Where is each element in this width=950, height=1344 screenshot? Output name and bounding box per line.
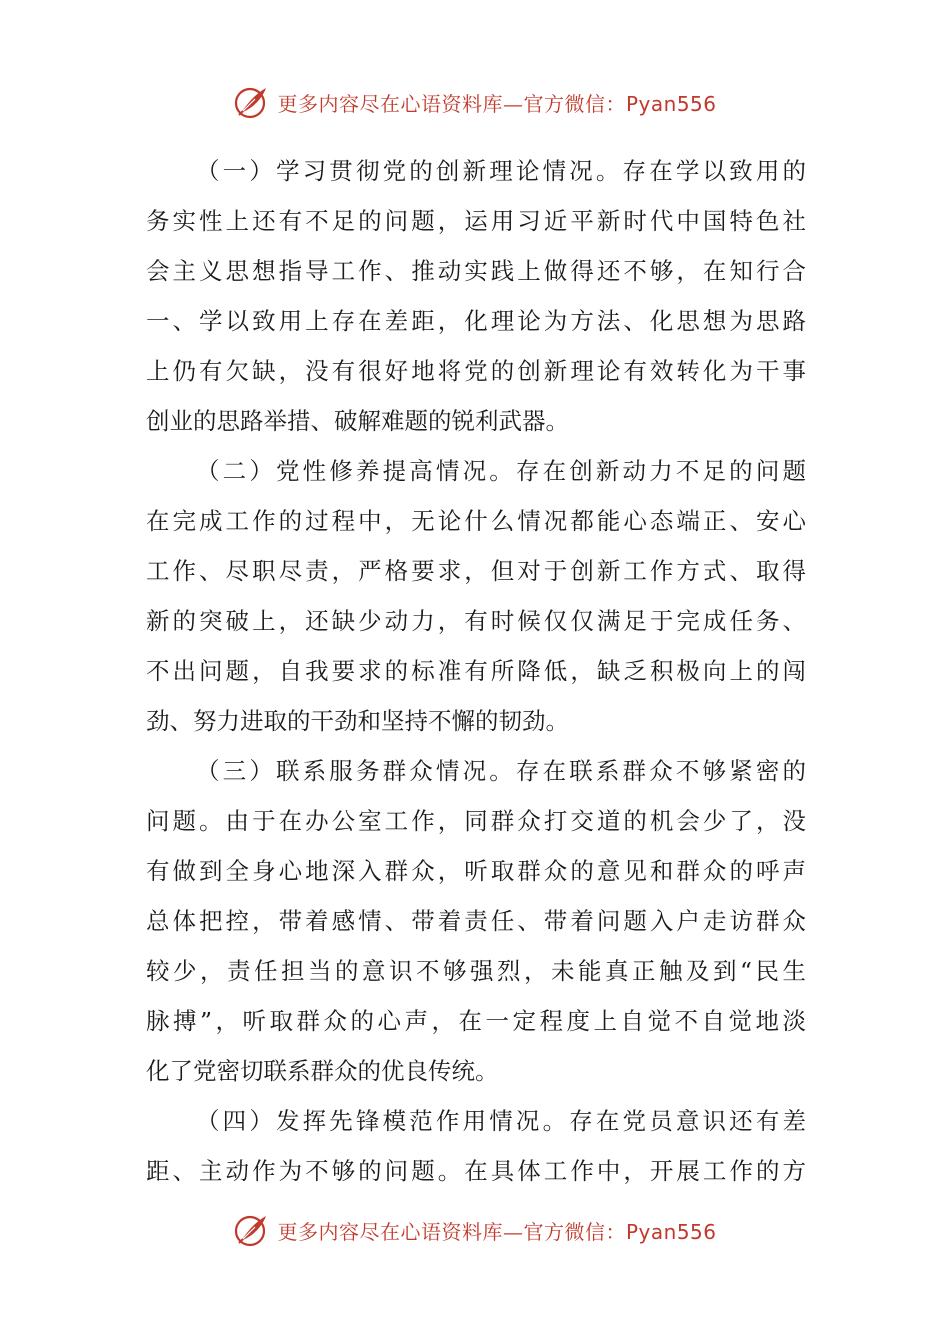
footer-banner (0, 1208, 950, 1252)
text-line: （四）发挥先锋模范作用情况。存在党员意识还有差 (196, 1107, 806, 1135)
wechat-id: Pyan556 (625, 91, 717, 116)
document-body (146, 146, 806, 1196)
text-line: 脉搏”，听取群众的心声，在一定程度上自觉不自觉地淡 (146, 1007, 806, 1035)
wechat-id: Pyan556 (625, 1219, 717, 1244)
text-line: 总体把控，带着感情、带着责任、带着问题入户走访群众 (146, 907, 806, 935)
text-line: 新的突破上，还缺少动力，有时候仅仅满足于完成任务、 (146, 607, 806, 635)
banner-text (277, 88, 716, 117)
text-line: （一）学习贯彻党的创新理论情况。存在学以致用的 (196, 157, 806, 185)
banner-slogan: 更多内容尽在心语资料库—官方微信： (277, 91, 626, 116)
text-line: 有做到全身心地深入群众，听取群众的意见和群众的呼声 (146, 857, 806, 885)
text-line: 一、学以致用上存在差距，化理论为方法、化思想为思路 (146, 307, 806, 335)
text-line: 距、主动作为不够的问题。在具体工作中，开展工作的方 (146, 1157, 806, 1185)
text-line: 会主义思想指导工作、推动实践上做得还不够，在知行合 (146, 257, 806, 285)
text-line: 较少，责任担当的意识不够强烈，未能真正触及到“民生 (146, 957, 806, 985)
header-banner (0, 80, 950, 124)
text-line: 上仍有欠缺，没有很好地将党的创新理论有效转化为干事 (146, 357, 806, 385)
banner-slogan: 更多内容尽在心语资料库—官方微信： (277, 1219, 626, 1244)
quill-logo-icon (233, 1212, 269, 1248)
text-line: 问题。由于在办公室工作，同群众打交道的机会少了，没 (146, 807, 806, 835)
text-line: （二）党性修养提高情况。存在创新动力不足的问题 (196, 457, 806, 485)
text-line: 不出问题，自我要求的标准有所降低，缺乏积极向上的闯 (146, 657, 806, 685)
text-line: 务实性上还有不足的问题，运用习近平新时代中国特色社 (146, 207, 806, 235)
text-line: （三）联系服务群众情况。存在联系群众不够紧密的 (196, 757, 806, 785)
banner-text (277, 1216, 716, 1245)
quill-logo-icon (233, 84, 269, 120)
text-line: 创业的思路举措、破解难题的锐利武器。 (146, 407, 569, 435)
text-line: 工作、尽职尽责，严格要求，但对于创新工作方式、取得 (146, 557, 806, 585)
text-line: 化了党密切联系群众的优良传统。 (146, 1057, 499, 1085)
text-line: 在完成工作的过程中，无论什么情况都能心态端正、安心 (146, 507, 806, 535)
text-line: 劲、努力进取的干劲和坚持不懈的韧劲。 (146, 707, 569, 735)
